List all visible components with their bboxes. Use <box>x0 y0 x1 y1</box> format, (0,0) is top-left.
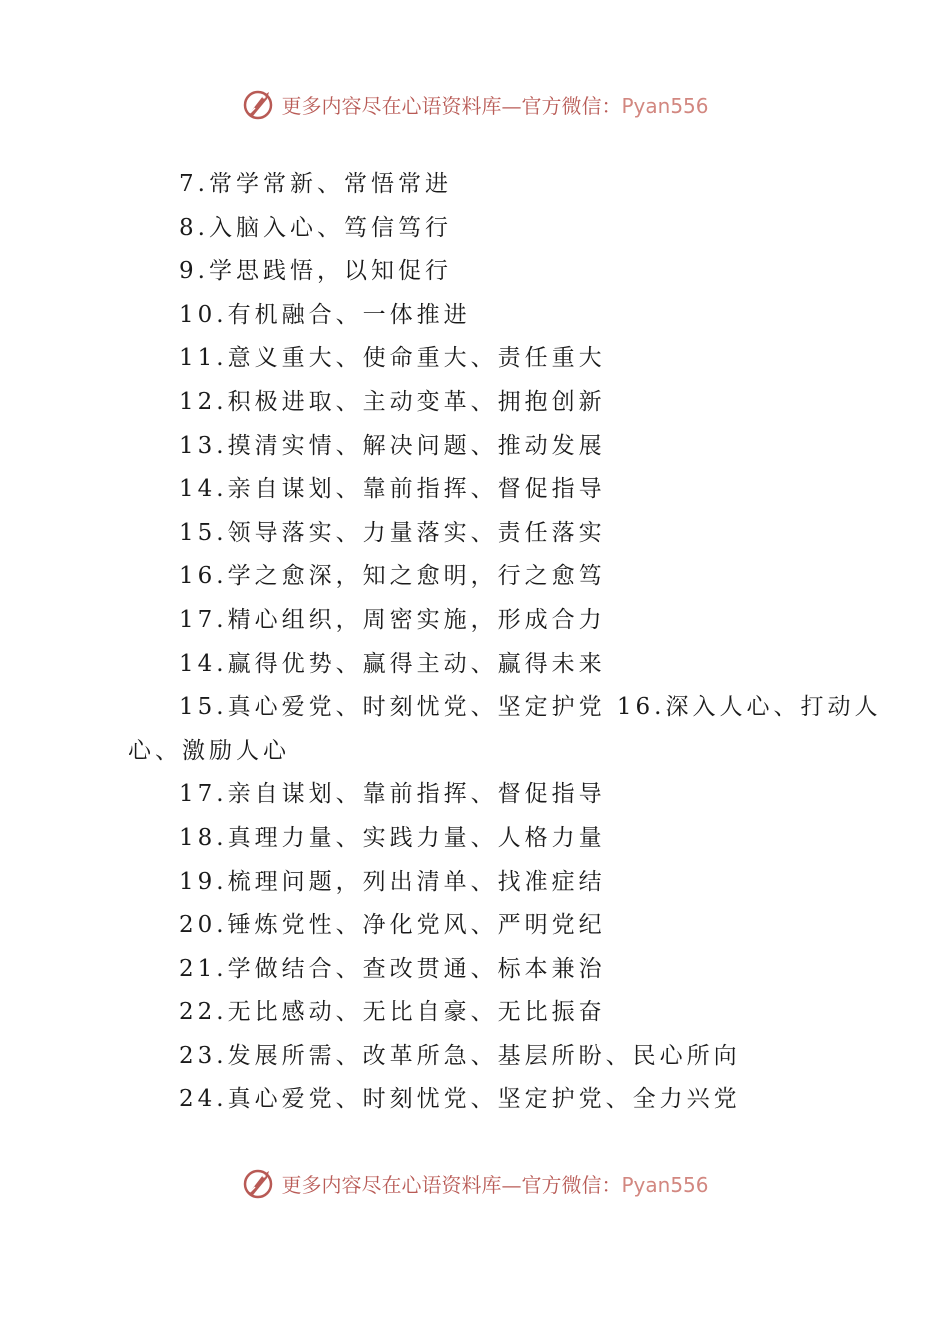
list-item: 17.精心组织，周密实施，形成合力 <box>179 606 606 633</box>
list-item: 14.亲自谋划、靠前指挥、督促指导 <box>179 476 606 503</box>
list-item: 8.入脑入心、笃信笃行 <box>179 214 452 241</box>
list-item: 17.亲自谋划、靠前指挥、督促指导 <box>179 781 606 808</box>
list-item: 16.学之愈深，知之愈明，行之愈笃 <box>179 563 606 590</box>
list-item: 15.领导落实、力量落实、责任落实 <box>179 519 606 546</box>
list-item: 11.意义重大、使命重大、责任重大 <box>179 345 606 372</box>
pen-nib-logo-icon <box>241 1165 277 1201</box>
list-item: 12.积极进取、主动变革、拥抱创新 <box>179 388 606 415</box>
list-item-wrapped-first-line: 15.真心爱党、时刻忧党、坚定护党 16.深入人心、打动人 <box>179 694 882 721</box>
list-item: 22.无比感动、无比自豪、无比振奋 <box>179 999 606 1026</box>
banner-text: 更多内容尽在心语资料库—官方微信：Pyan556 <box>281 93 709 118</box>
list-item: 24.真心爱党、时刻忧党、坚定护党、全力兴党 <box>179 1086 741 1113</box>
list-item: 13.摸清实情、解决问题、推动发展 <box>179 432 606 459</box>
list-item-wrapped-second-line: 心、激励人心 <box>128 737 290 764</box>
banner-text: 更多内容尽在心语资料库—官方微信：Pyan556 <box>281 1172 709 1197</box>
header-banner <box>0 84 950 124</box>
list-item: 18.真理力量、实践力量、人格力量 <box>179 824 606 851</box>
pen-nib-logo-icon <box>241 86 277 122</box>
wechat-id: Pyan556 <box>621 1172 709 1197</box>
document-body <box>128 163 882 1122</box>
list-item: 14.赢得优势、赢得主动、赢得未来 <box>179 650 606 677</box>
list-item: 23.发展所需、改革所急、基层所盼、民心所向 <box>179 1042 741 1069</box>
footer-banner <box>0 1163 950 1203</box>
list-item: 19.梳理问题，列出清单、找准症结 <box>179 868 606 895</box>
list-item: 20.锤炼党性、净化党风、严明党纪 <box>179 912 606 939</box>
list-item: 21.学做结合、查改贯通、标本兼治 <box>179 955 606 982</box>
list-item: 9.学思践悟，以知促行 <box>179 258 452 285</box>
wechat-id: Pyan556 <box>621 93 709 118</box>
list-item: 7.常学常新、常悟常进 <box>179 171 452 197</box>
list-item: 10.有机融合、一体推进 <box>179 301 471 328</box>
